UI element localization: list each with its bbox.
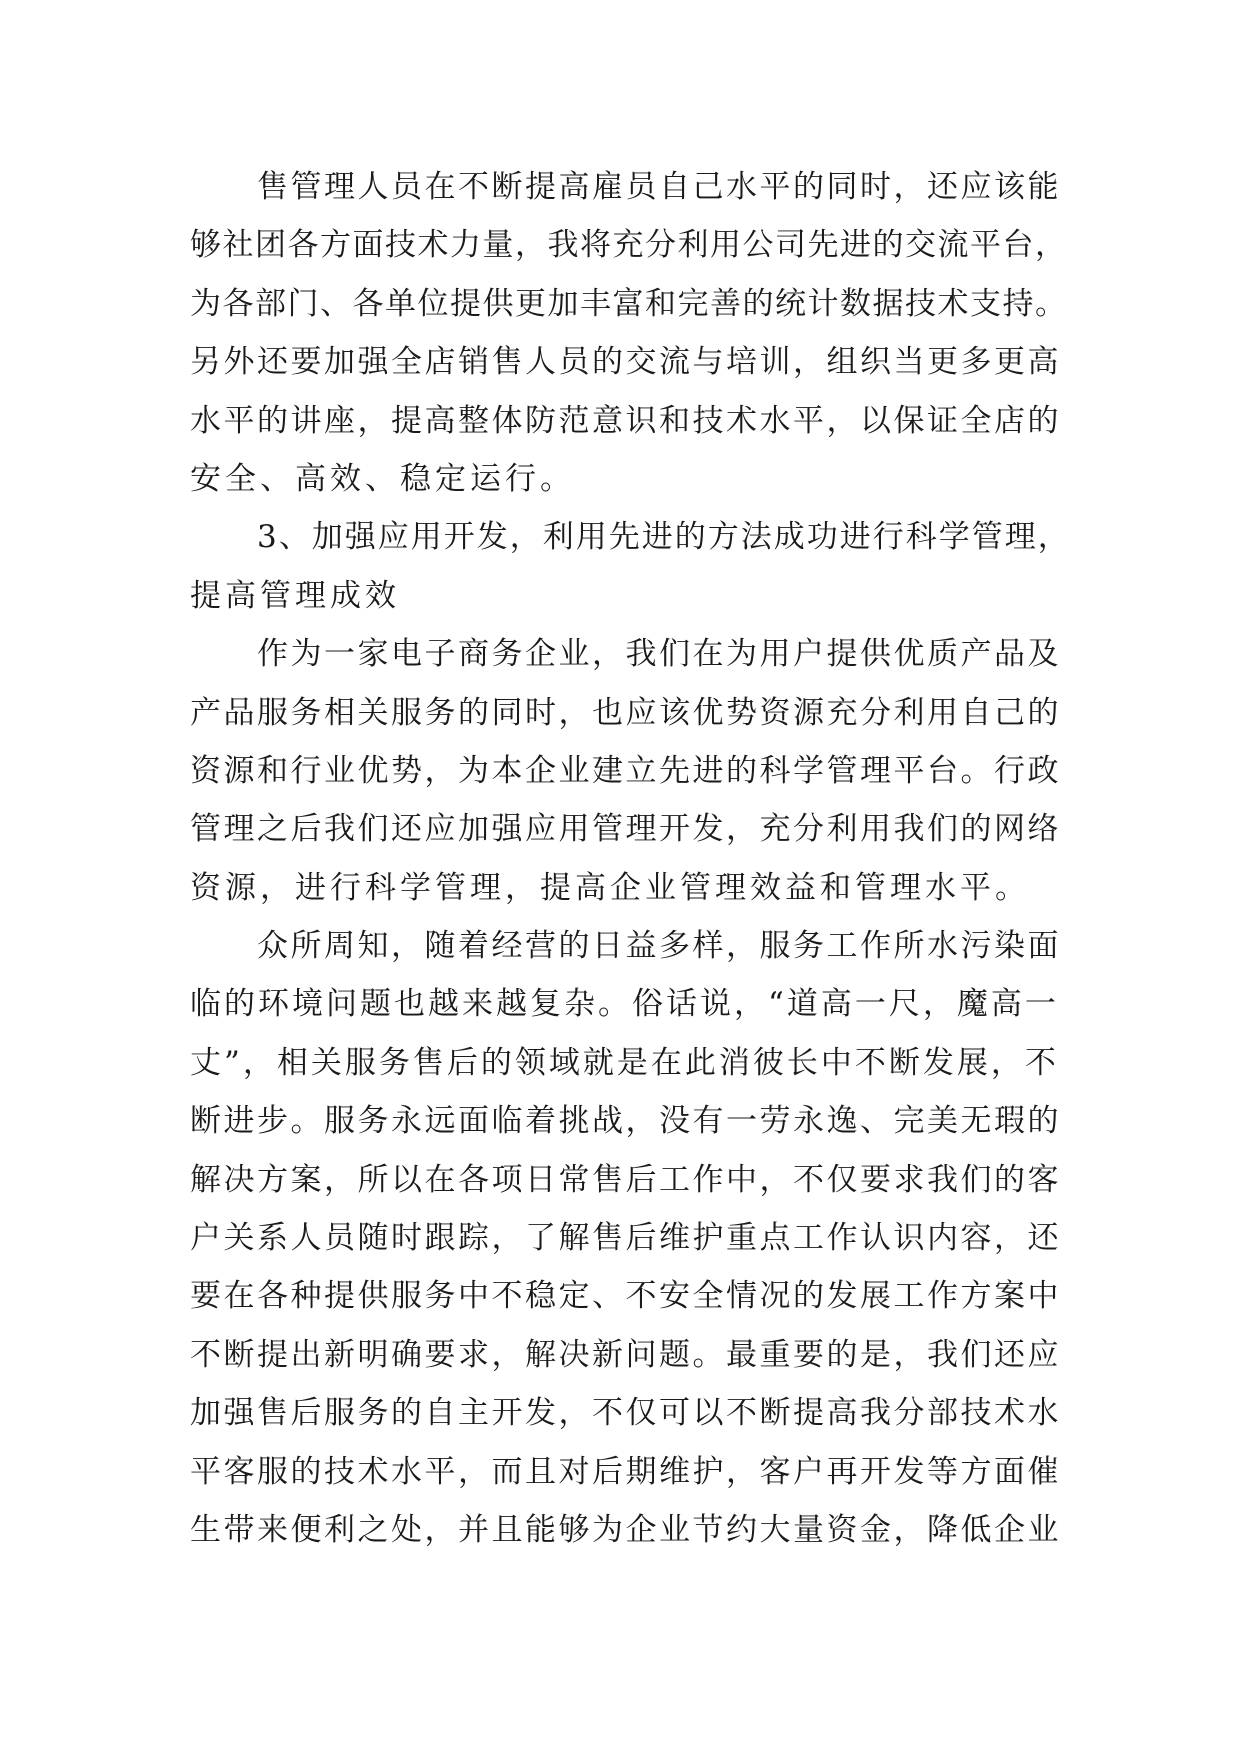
- text-line: 加强售后服务的自主开发，不仅可以不断提高我分部技术水: [190, 1395, 1061, 1432]
- text-line: 临的环境问题也越来越复杂。俗话说，“道高一尺，魔高一: [190, 986, 1059, 1023]
- paragraph: [190, 625, 1070, 917]
- text-line: 户关系人员随时跟踪，了解售后维护重点工作认识内容，还: [190, 1220, 1061, 1257]
- paragraph: [190, 917, 1070, 1559]
- text-line: 售管理人员在不断提高雇员自己水平的同时，还应该能: [257, 169, 1061, 205]
- section-heading: [190, 508, 1070, 625]
- text-line: 3、加强应用开发，利用先进的方法成功进行科学管理，: [257, 519, 1071, 556]
- text-line: 断进步。服务永远面临着挑战，没有一劳永逸、完美无瑕的: [190, 1103, 1061, 1140]
- paragraph: [190, 158, 1070, 508]
- document-body: [190, 158, 1070, 1559]
- text-line: 不断提出新明确要求，解决新问题。最重要的是，我们还应: [190, 1336, 1061, 1373]
- text-line: 众所周知，随着经营的日益多样，服务工作所水污染面: [257, 928, 1061, 965]
- text-line: 安全、高效、稳定运行。: [190, 460, 575, 497]
- text-line: 水平的讲座，提高整体防范意识和技术水平，以保证全店的: [190, 402, 1061, 439]
- text-line: 生带来便利之处，并且能够为企业节约大量资金，降低企业: [190, 1511, 1061, 1548]
- text-line: 为各部门、各单位提供更加丰富和完善的统计数据技术支持。: [190, 285, 1068, 322]
- text-line: 管理之后我们还应加强应用管理开发，充分利用我们的网络: [190, 811, 1061, 848]
- text-line: 要在各种提供服务中不稳定、不安全情况的发展工作方案中: [190, 1278, 1061, 1315]
- text-line: 丈”，相关服务售后的领域就是在此消彼长中不断发展，不: [190, 1044, 1059, 1081]
- text-line: 解决方案，所以在各项日常售后工作中，不仅要求我们的客: [190, 1161, 1061, 1198]
- text-line: 作为一家电子商务企业，我们在为用户提供优质产品及: [257, 636, 1061, 673]
- text-line: 另外还要加强全店销售人员的交流与培训，组织当更多更高: [190, 344, 1061, 381]
- text-line: 够社团各方面技术力量，我将充分利用公司先进的交流平台，: [190, 227, 1068, 264]
- text-line: 资源和行业优势，为本企业建立先进的科学管理平台。行政: [190, 752, 1061, 789]
- text-line: 提高管理成效: [190, 577, 400, 614]
- text-line: 产品服务相关服务的同时，也应该优势资源充分利用自己的: [190, 694, 1061, 731]
- text-line: 平客服的技术水平，而且对后期维护，客户再开发等方面催: [190, 1453, 1061, 1490]
- text-line: 资源，进行科学管理，提高企业管理效益和管理水平。: [190, 869, 1030, 906]
